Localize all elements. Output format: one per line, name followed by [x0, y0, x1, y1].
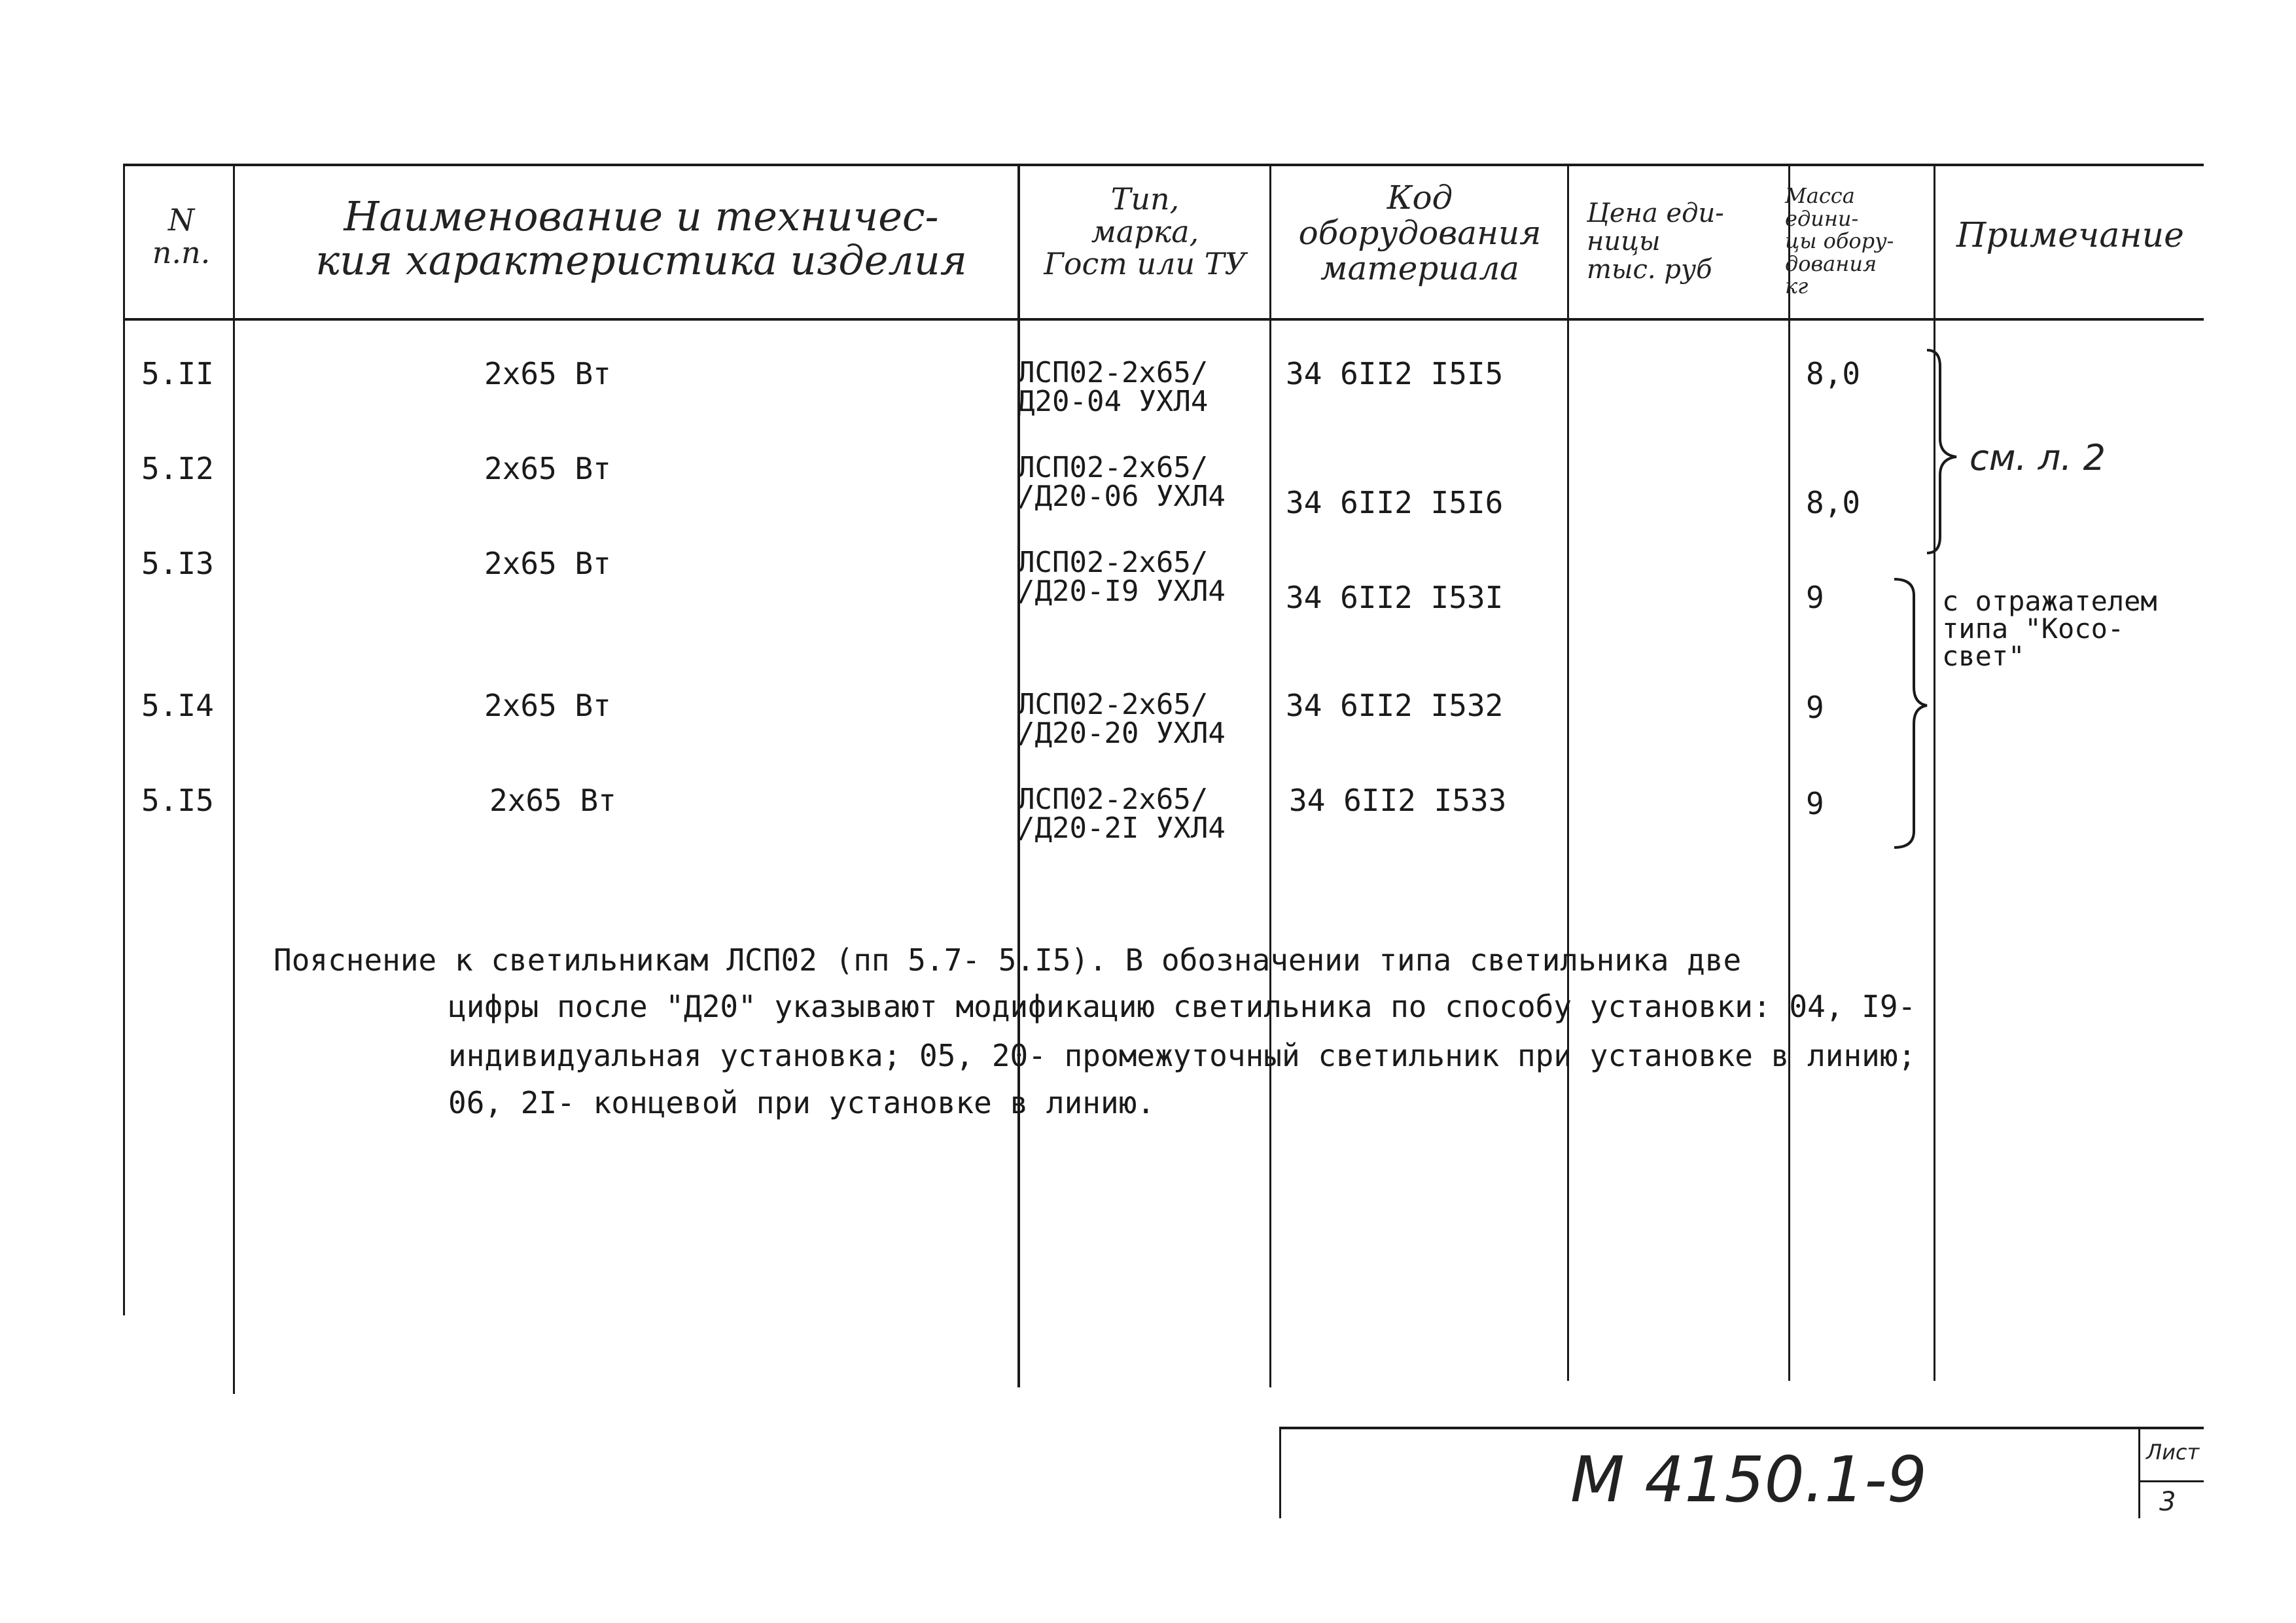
header-code: Код оборудования материала [1298, 179, 1542, 287]
column-rule-left [123, 164, 125, 1315]
column-rule-name [1017, 164, 1020, 1387]
row-type: ЛСП02-2х65/ /Д20-I9 УХЛ4 [1017, 546, 1226, 608]
document-number: М 4150.1-9 [1570, 1443, 1927, 1516]
sheet-label: Лист [2146, 1440, 2200, 1465]
row-name: 2х65 Вт [484, 356, 611, 391]
header-bottom-rule [123, 318, 2204, 321]
row-number: 5.I2 [141, 451, 214, 486]
row-number: 5.I3 [141, 546, 214, 581]
explanation-line-1: Пояснение к светильникам ЛСП02 (пп 5.7- 5.I5). В обозначении типа светильника две [274, 942, 1742, 978]
header-note: Примечание [1956, 216, 2184, 255]
stamp-sheet-divider [2138, 1480, 2204, 1482]
row-mass: 9 [1806, 690, 1824, 725]
column-rule-mass [1934, 164, 1935, 1381]
stamp-left-rule [1279, 1427, 1281, 1518]
explanation-line-2: цифры после "Д20" указывают модификацию светильника по способу установки: 04, I9- [448, 989, 1916, 1024]
row-name: 2х65 Вт [484, 688, 611, 723]
row-name: 2х65 Вт [484, 451, 611, 486]
row-name: 2х65 Вт [489, 783, 616, 818]
brace-note: см. л. 2 [1969, 437, 2106, 478]
row-mass: 8,0 [1806, 485, 1861, 520]
row-mass: 8,0 [1806, 356, 1861, 391]
table-top-rule [123, 164, 2204, 166]
row-number: 5.I5 [141, 783, 214, 818]
column-rule-price [1788, 164, 1790, 1381]
column-rule-code [1567, 164, 1569, 1381]
row-code: 34 6II2 I5I6 [1286, 485, 1504, 520]
row-type: ЛСП02-2х65/ Д20-04 УХЛ4 [1017, 356, 1209, 418]
row-mass: 9 [1806, 786, 1824, 821]
stamp-sheet-rule [2138, 1427, 2140, 1518]
row-note: с отражателем типа "Косо- свет" [1942, 585, 2157, 672]
row-code: 34 6II2 I533 [1289, 783, 1507, 818]
explanation-line-3: индивидуальная установка; 05, 20- промежуточный светильник при установке в линию; [448, 1038, 1916, 1073]
sheet-number: 3 [2159, 1487, 2176, 1517]
row-number: 5.II [141, 356, 214, 391]
row-type: ЛСП02-2х65/ /Д20-20 УХЛ4 [1017, 688, 1226, 750]
brace-rows-11-12 [1924, 347, 1963, 556]
row-name: 2х65 Вт [484, 546, 611, 581]
row-code: 34 6II2 I5I5 [1286, 356, 1504, 391]
row-code: 34 6II2 I53I [1286, 580, 1504, 615]
header-number: N п.п. [152, 202, 211, 270]
header-mass: Масса едини- цы обору- дования кг [1785, 183, 1894, 299]
header-type: Тип, марка, Гост или ТУ [1044, 181, 1246, 282]
header-name: Наименование и техничес- кия характеристика изделия [315, 192, 967, 284]
stamp-top-rule [1279, 1427, 2204, 1429]
row-type: ЛСП02-2х65/ /Д20-2I УХЛ4 [1017, 783, 1226, 845]
column-rule-num [233, 164, 235, 1394]
explanation-line-4: 06, 2I- концевой при установке в линию. [448, 1085, 1156, 1120]
row-code: 34 6II2 I532 [1286, 688, 1504, 723]
column-rule-type [1269, 164, 1271, 1387]
header-price: Цена еди- ницы тыс. руб [1587, 198, 1724, 285]
brace-rows-13-15 [1891, 576, 1930, 851]
row-mass: 9 [1806, 580, 1824, 615]
row-type: ЛСП02-2х65/ /Д20-06 УХЛ4 [1017, 451, 1226, 513]
row-number: 5.I4 [141, 688, 214, 723]
